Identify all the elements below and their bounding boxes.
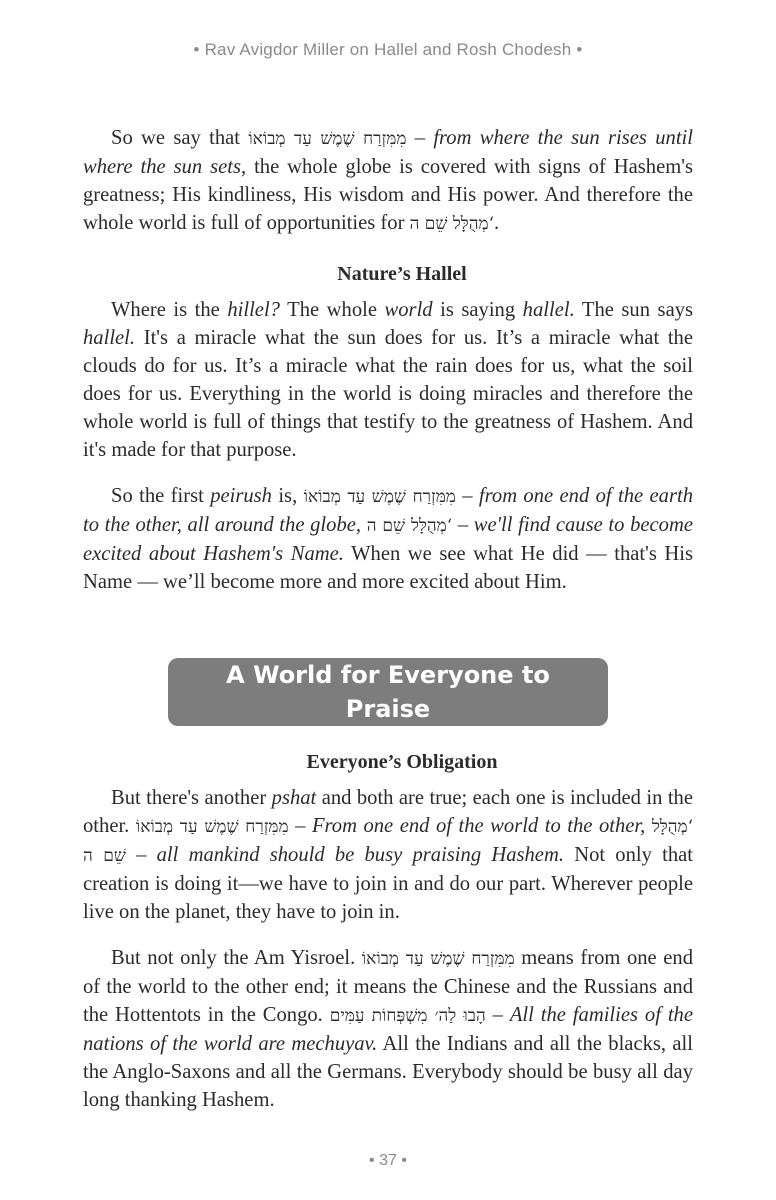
p4-italic-3: all mankind should be busy praising Hashem. — [156, 844, 564, 866]
hebrew-quote-2: ‘מְהֻלָּל שֵׁם ה — [83, 817, 694, 866]
paragraph-2 — [83, 296, 693, 464]
p2-text-5: It's a miracle what the sun does for us. It’s a miracle what the clouds do for us. It’s a miracle what the rain does for us, what the soil does for us. Everything in the world is doing miracles and therefore the whole world is full of things that testify to the greatness of Hashem. And it's made for that purpose. — [83, 327, 693, 461]
section-heading-everyones-obligation: Everyone’s Obligation — [306, 751, 498, 773]
running-head: • Rav Avigdor Miller on Hallel and Rosh Chodesh • — [193, 40, 583, 59]
hebrew-quote: מִמִּזְרַח שֶׁמֶשׁ עַד מְבוֹאוֹ — [361, 949, 515, 969]
p1-period: . — [494, 212, 500, 234]
chapter-banner-row — [83, 658, 693, 726]
p4-italic-1: pshat — [271, 787, 317, 809]
p4-dash: – — [288, 815, 312, 837]
p1-text: So we say that — [111, 127, 249, 149]
hebrew-quote: מִמִּזְרַח שֶׁמֶשׁ עַד מְבוֹאוֹ — [248, 129, 407, 149]
p3-text: So the first — [111, 485, 211, 507]
hebrew-quote: מִמִּזְרַח שֶׁמֶשׁ עַד מְבוֹאוֹ — [303, 487, 456, 507]
translation-italic: from where the sun rises until where the sun sets, — [83, 127, 693, 178]
p3-dash: – — [455, 485, 479, 507]
p5-text-3: All the Indians and all the blacks, all the Anglo-Saxons and all the Germans. Everybody should be busy all day long thanking Hashem. — [83, 1033, 693, 1111]
p5-text: But not only the Am Yisroel. — [111, 947, 362, 969]
p3-text-2: is, — [271, 485, 304, 507]
p3-text-3: When we see what He did — that's His Name — we’ll become more and more excited about Him. — [83, 543, 693, 593]
p5-text-2: means from one end of the world to the other end; it means the Chinese and the Russians and the Hottentots in the Congo. — [83, 947, 693, 1026]
paragraph-1 — [83, 124, 693, 238]
p2-text-3: is saying — [432, 299, 523, 321]
p2-text-2: The whole — [279, 299, 385, 321]
paragraph-3 — [83, 482, 693, 596]
p3-italic-2: from one end of the earth to the other, all around the globe, — [83, 485, 694, 536]
p2-italic-3: hallel. — [522, 299, 575, 321]
p5-italic-1: All the families of the nations of the world are mechuyav. — [83, 1004, 693, 1055]
paragraph-5 — [83, 944, 693, 1114]
p4-italic-2: From one end of the world to the other, — [311, 815, 646, 837]
p2-text-4: The sun says — [574, 299, 694, 321]
p2-italic-1: hillel? — [227, 299, 280, 321]
p3-italic-3: we'll find cause to become excited about Hashem's Name. — [83, 514, 693, 565]
p3-italic-1: peirush — [210, 485, 272, 507]
page-body — [83, 124, 693, 1114]
page-number: • 37 • — [369, 1152, 407, 1169]
section-heading-natures-hallel: Nature’s Hallel — [337, 263, 467, 285]
p2-italic-4: hallel. — [83, 327, 136, 349]
p1-text-2: the whole globe is covered with signs of Hashem's greatness; His kindliness, His wisdom and His power. And therefore the whole world is full of opportunities for — [83, 156, 693, 234]
p4-text: But there's another — [111, 787, 272, 809]
p5-dash: – — [485, 1004, 510, 1026]
chapter-banner: A World for Everyone to Praise — [168, 658, 608, 726]
p4-dash-2: – — [125, 844, 157, 866]
hebrew-quote-2: הָבוּ לַה׳ מִשְׁפְּחוֹת עַמִּים — [329, 1006, 486, 1026]
p3-dash-2: – — [452, 514, 474, 536]
p1-dash: – — [406, 127, 434, 149]
paragraph-4 — [83, 784, 693, 926]
p4-text-2: and both are true; each one is included in the other. — [83, 787, 693, 837]
hebrew-quote-2: ‘מְהֻלָּל שֵׁם ה — [366, 516, 453, 536]
hebrew-quote: מִמִּזְרַח שֶׁמֶשׁ עַד מְבוֹאוֹ — [135, 817, 289, 837]
p2-italic-2: world — [384, 299, 433, 321]
hebrew-quote-2: ‘מְהֻלָּל שֵׁם ה — [409, 214, 495, 234]
p4-text-3: Not only that creation is doing it—we have to join in and do our part. Wherever people live on the planet, they have to join in. — [83, 844, 694, 923]
p2-text: Where is the — [111, 299, 228, 321]
